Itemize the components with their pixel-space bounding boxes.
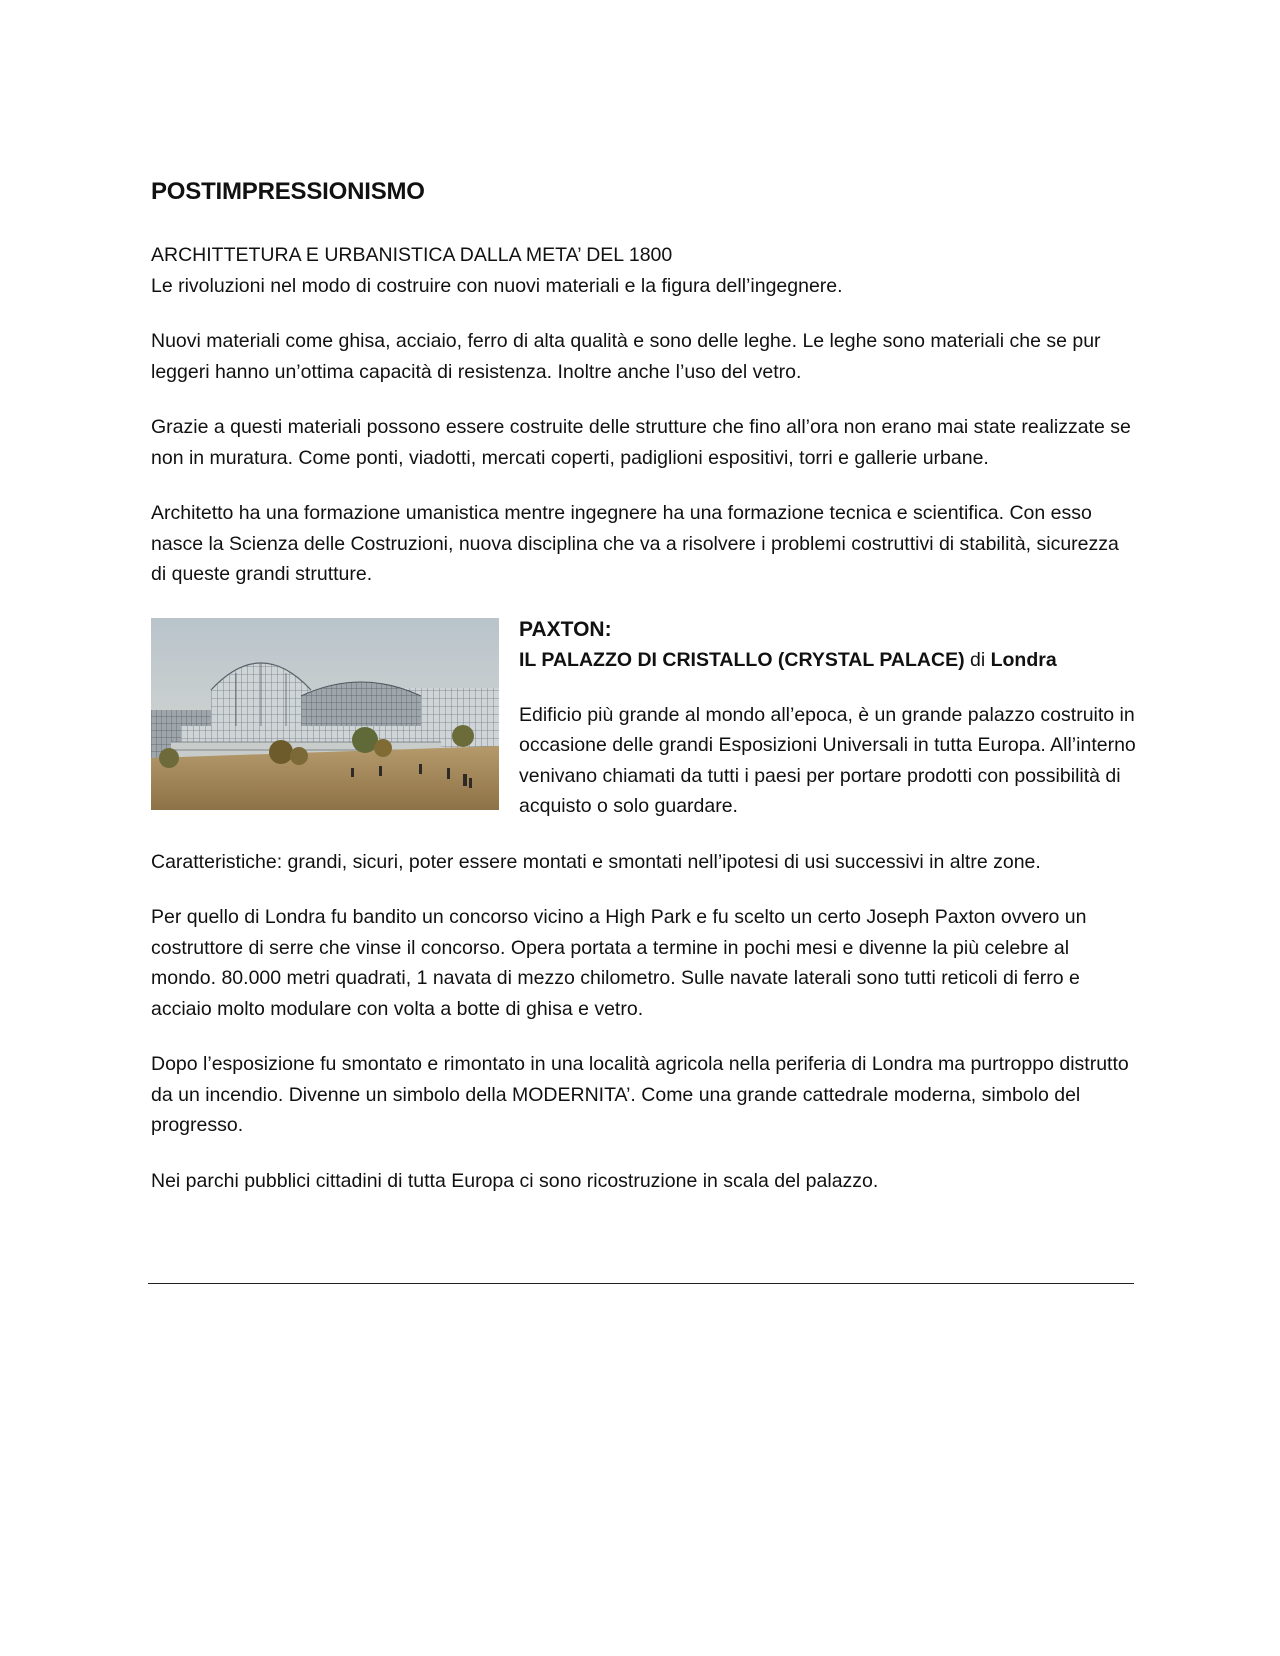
crystal-palace-text — [519, 615, 1136, 822]
subheading-connector: di — [964, 648, 991, 671]
intro-paragraph: Le rivoluzioni nel modo di costruire con nuovi materiali e la figura dell’ingegnere. — [151, 274, 843, 297]
competition-paragraph: Per quello di Londra fu bandito un concorso vicino a High Park e fu scelto un certo Joseph Paxton ovvero un costruttore di serre che vinse il concorso. Opera portata a termine in pochi mesi e divenne la più celebre al mondo. 80.000 metri quadrati, 1 navata di mezzo chilometro. Sulle navate laterali sono tutti reticoli di ferro e acciaio molto modulare con volta a botte di ghisa e vetro. — [151, 906, 1087, 1020]
engineer-paragraph: Architetto ha una formazione umanistica mentre ingegnere ha una formazione tecnica e scientifica. Con esso nasce la Scienza delle Costruzioni, nuova disciplina che va a risolvere i problemi costruttivi di stabilità, sicurezza di queste grandi strutture. — [151, 502, 1119, 585]
document-subtitle: ARCHITTETURA E URBANISTICA DALLA META’ DEL 1800 — [151, 244, 673, 266]
structures-paragraph: Grazie a questi materiali possono essere costruite delle strutture che fino all’ora non erano mai state realizzate se non in muratura. Come ponti, viadotti, mercati coperti, padiglioni espositivi, torri e gallerie urbane. — [151, 416, 1131, 469]
section-description: Edificio più grande al mondo all’epoca, è un grande palazzo costruito in occasione delle grandi Esposizioni Universali in tutta Europa. All’interno venivano chiamati da tutti i paesi per portare prodotti con possibilità di acquisto o solo guardare. — [519, 703, 1136, 817]
subheading-place: Londra — [990, 648, 1057, 671]
subheading-bold: IL PALAZZO DI CRISTALLO (CRYSTAL PALACE) — [519, 648, 965, 671]
aftermath-paragraph: Dopo l’esposizione fu smontato e rimontato in una località agricola nella periferia di Londra ma purtroppo distrutto da un incendio. Divenne un simbolo della MODERNITA’. Come una grande cattedrale moderna, simbolo del progresso. — [151, 1053, 1129, 1136]
parks-paragraph: Nei parchi pubblici cittadini di tutta Europa ci sono ricostruzione in scala del palazzo. — [151, 1169, 879, 1192]
materials-paragraph: Nuovi materiali come ghisa, acciaio, ferro di alta qualità e sono delle leghe. Le leghe sono materiali che se pur leggeri hanno un’ottima capacità di resistenza. Inoltre anche l’uso del vetro. — [151, 330, 1101, 383]
document-body — [151, 177, 1136, 1196]
section-heading: PAXTON: — [519, 617, 612, 641]
crystal-palace-image — [151, 618, 499, 810]
horizontal-rule — [148, 1283, 1134, 1284]
crystal-palace-section — [151, 615, 1136, 822]
section-subheading — [519, 645, 1136, 675]
characteristics-paragraph: Caratteristiche: grandi, sicuri, poter essere montati e smontati nell’ipotesi di usi successivi in altre zone. — [151, 850, 1041, 873]
document-title: POSTIMPRESSIONISMO — [151, 178, 425, 205]
